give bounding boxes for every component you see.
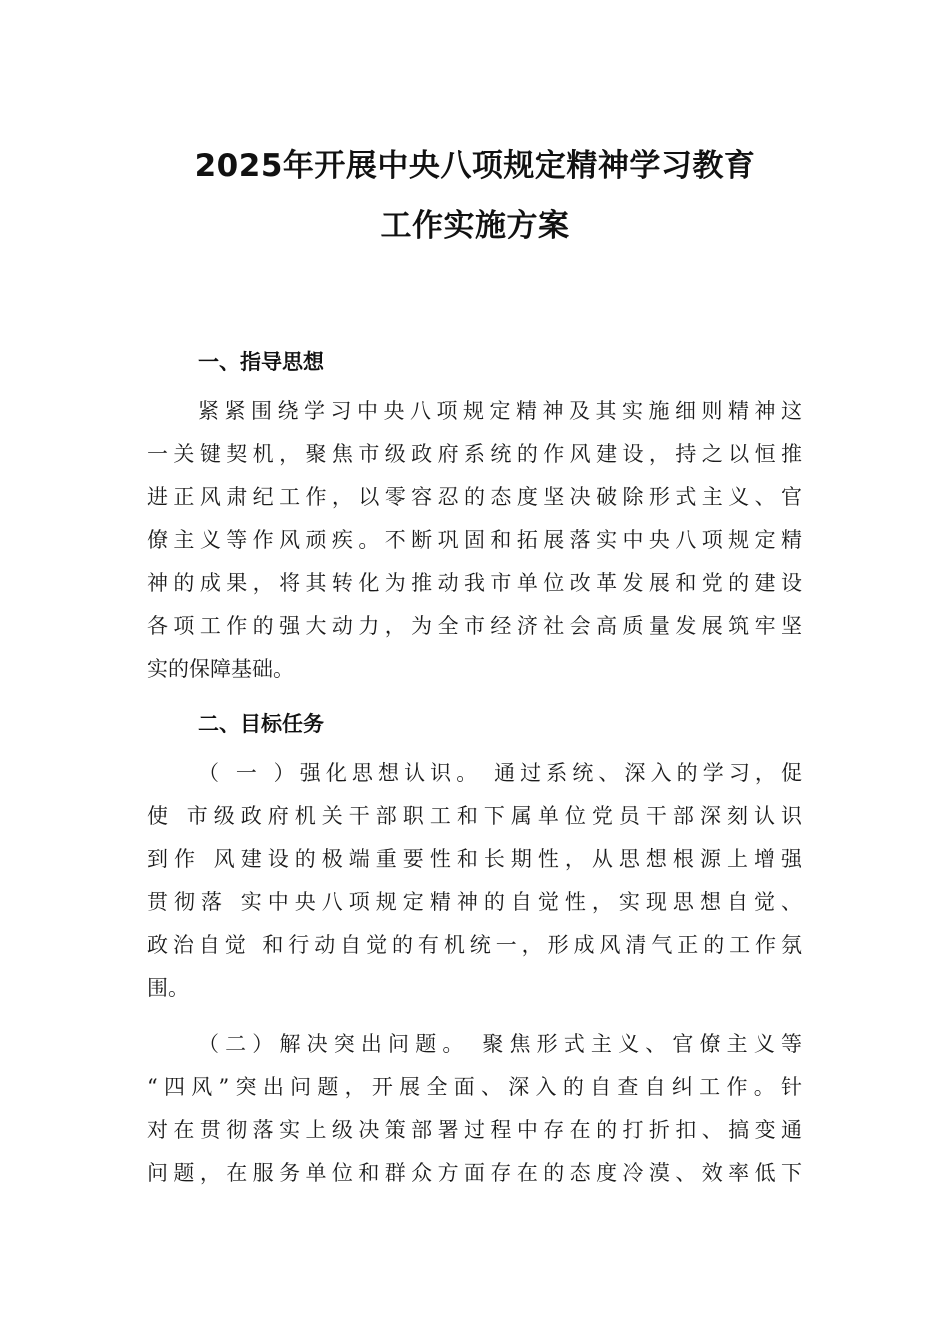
paragraph-line: 到作 风建设的极端重要性和长期性，从思想根源上增强 [147, 847, 802, 871]
paragraph-line: 使 市级政府机关干部职工和下属单位党员干部深刻认识 [147, 804, 802, 828]
paragraph-line: 进正风肃纪工作，以零容忍的态度坚决破除形式主义、官 [147, 485, 802, 509]
paragraph-line: 政治自觉 和行动自觉的有机统一，形成风清气正的工作氛 [147, 933, 802, 957]
paragraph-line: “四风”突出问题，开展全面、深入的自查自纠工作。针 [147, 1075, 802, 1099]
document-title-line-2: 工作实施方案 [380, 208, 570, 244]
paragraph-line: 问题，在服务单位和群众方面存在的态度冷漠、效率低下 [147, 1161, 802, 1185]
paragraph-line: 围。 [147, 976, 189, 1000]
paragraph-line: 对在贯彻落实上级决策部署过程中存在的打折扣、搞变通 [147, 1118, 802, 1142]
paragraph-line: 一关键契机，聚焦市级政府系统的作风建设，持之以恒推 [147, 442, 802, 466]
section-heading-goals-tasks: 二、目标任务 [198, 712, 324, 736]
paragraph-line: 贯彻落 实中央八项规定精神的自觉性，实现思想自觉、 [147, 890, 802, 914]
document-title-line-1: 2025年开展中央八项规定精神学习教育 [194, 148, 756, 184]
paragraph-line: （ 一 ）强化思想认识。 通过系统、深入的学习，促 [198, 761, 802, 785]
paragraph-line: 紧紧围绕学习中央八项规定精神及其实施细则精神这 [198, 399, 802, 423]
paragraph-line: 僚主义等作风顽疾。不断巩固和拓展落实中央八项规定精 [147, 528, 802, 552]
paragraph-line: 实的保障基础。 [147, 657, 294, 681]
section-heading-guiding-ideology: 一、指导思想 [198, 350, 324, 374]
paragraph-line: 各项工作的强大动力，为全市经济社会高质量发展筑牢坚 [147, 614, 802, 638]
paragraph-line: 神的成果，将其转化为推动我市单位改革发展和党的建设 [147, 571, 802, 595]
paragraph-line: （二）解决突出问题。 聚焦形式主义、官僚主义等 [198, 1032, 802, 1056]
